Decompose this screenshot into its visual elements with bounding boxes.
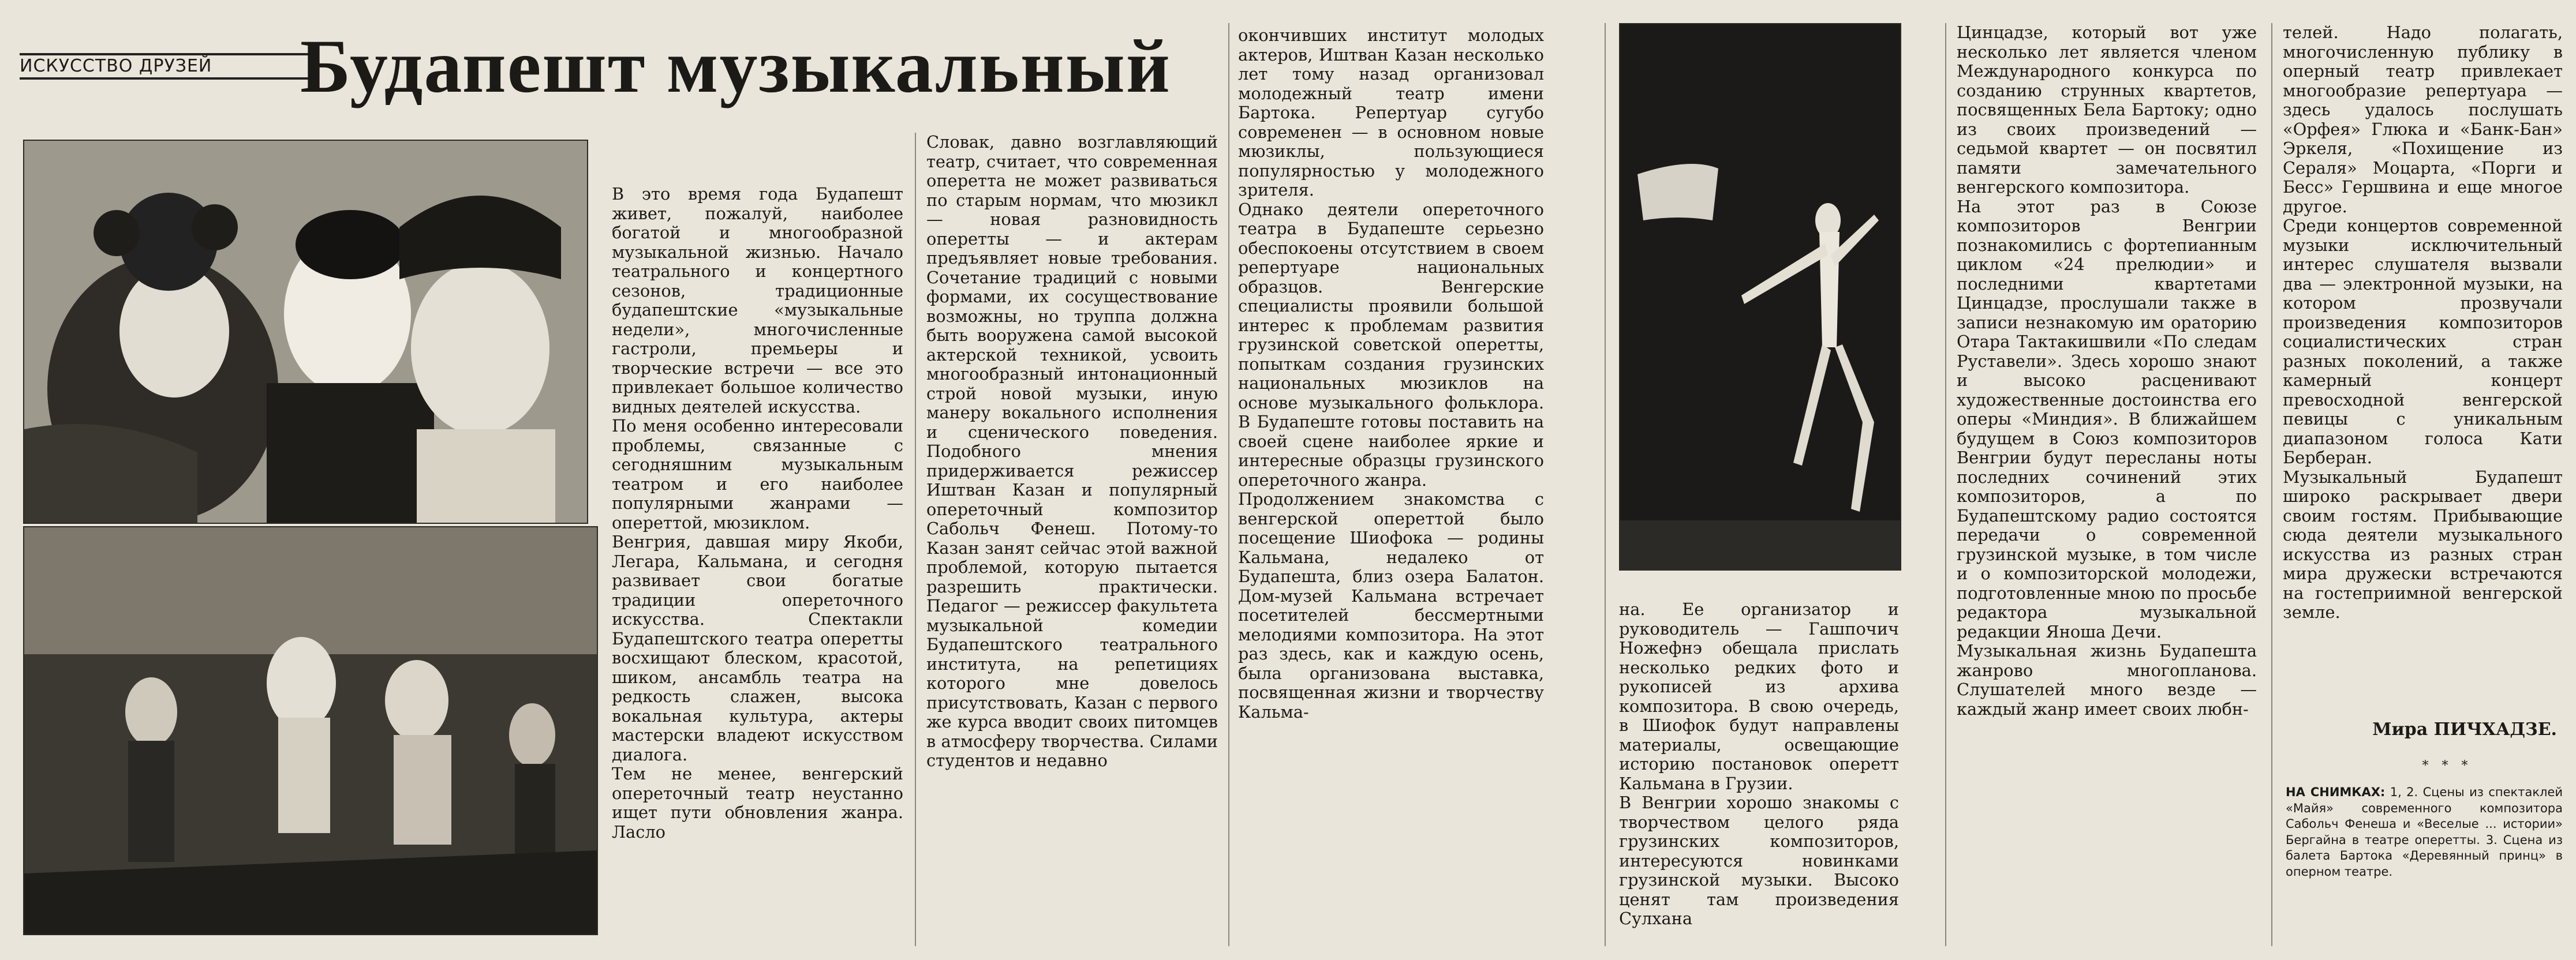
- photo-stage-dancers: [23, 526, 598, 935]
- column-divider: [1945, 23, 1946, 946]
- column-divider: [2271, 23, 2272, 946]
- photo-operetta-trio: [23, 140, 588, 524]
- captions-text: 1, 2. Сцены из спектаклей «Майя» современного композитора Сабольч Фенеша и «Веселые ... истории» Бергайна в театре оперетты. 3. Сцена из балета Бартока «Деревянный принц» в оперном театре.: [2286, 785, 2563, 879]
- article-column-1: В это время года Будапешт живет, пожалуй, наиболее богатой и многообразной музыкальной жизнью. Начало театрального и концертного сезонов, традиционные будапештские «музыкальные недели», многочисленные гастроли, премьеры и творческие встречи — все это привлекает большое количество видных деятелей искусства. По меня особенно интересовали проблемы, связанные с сегодняшним музыкальным театром и его наиболее популярными жанрами — опереттой, мюзиклом. Венгрия, давшая миру Якоби, Легара, Кальмана, и сегодня развивает свои богатые традиции опереточного искусства. Спектакли Будапештского театра оперетты восхищают блеском, красотой, шиком, ансамбль театра на редкость слажен, высока вокальная культура, актеры мастерски владеют искусством диалога. Тем не менее, венгерский опереточный театр неустанно ищет пути обновления жанра. Ласло: [612, 185, 903, 842]
- article-column-2: Словак, давно возглавляющий театр, считает, что современная оперетта не может развиваться по старым нормам, что мюзикл — новая разновидность оперетты — и актерам предъявляет новые требования. Сочетание традиций с новыми формами, их сосуществование возможны, но труппа должна быть вооружена самой высокой актерской техникой, усвоить многообразный интонационный строй новой музыки, иную манеру вокального исполнения и сценического поведения. Подобного мнения придерживается режиссер Иштван Казан и популярный опереточный композитор Сабольч Фенеш. Потому-то Казан занят сейчас этой важной проблемой, которую пытается разрешить практически. Педагог — режиссер факультета музыкальной комедии Будапештского театрального института, на репетициях которого мне довелось присутствовать, Казан с первого же курса вводит своих питомцев в атмосферу творчества. Силами студентов и недавно: [926, 133, 1218, 770]
- article-column-4: на. Ее организатор и руководитель — Гашпочич Ножефнэ обещала прислать несколько редких фото и рукописей из архива композитора. В свою очередь, в Шиофок будут направлены материалы, освещающие историю постановок оперетт Кальмана в Грузии. В Венгрии хорошо знакомы с творчеством целого ряда грузинских композиторов, интересуются новинками грузинской музыки. Высоко ценят там произведения Сулхана: [1619, 600, 1899, 928]
- captions-lead: НА СНИМКАХ:: [2286, 785, 2386, 799]
- photo-captions: [2286, 785, 2563, 952]
- author-signature: Мира ПИЧХАДЗЕ.: [2372, 719, 2557, 740]
- column-divider: [915, 133, 916, 946]
- headline: Будапешт музыкальный: [300, 24, 1171, 108]
- article-column-3: окончивших институт молодых актеров, Иштван Казан несколько лет тому назад организовал молодежный театр имени Бартока. Репертуар сугубо современен — в основном новые мюзиклы, пользующиеся популярностью у молодежного зрителя. Однако деятели опереточного театра в Будапеште серьезно обеспокоены отсутствием в своем репертуаре национальных образцов. Венгерские специалисты проявили большой интерес к проблемам развития грузинской советской оперетты, попыткам создания грузинских национальных мюзиклов на основе музыкального фольклора. В Будапеште готовы поставить на своей сцене наиболее яркие и интересные образцы грузинского опереточного жанра. Продолжением знакомства с венгерской опереттой было посещение Шиофока — родины Кальмана, недалеко от Будапешта, близ озера Балатон. Дом-музей Кальмана встречает посетителей бессмертными мелодиями композитора. На этот раз здесь, как и каждую осень, была организована выставка, посвященная жизни и творчеству Кальма-: [1238, 26, 1544, 722]
- article-column-5: Цинцадзе, который вот уже несколько лет является членом Международного конкурса по созданию струнных квартетов, посвященных Бела Бартоку; одно из своих произведений — седьмой квартет — он посвятил памяти замечательного венгерского композитора. На этот раз в Союзе композиторов Венгрии познакомились с фортепианным циклом «24 прелюдии» и последними квартетами Цинцадзе, прослушали также в записи незнакомую им ораторию Отара Тактакишвили «По следам Руставели». Здесь хорошо знают и высоко расценивают художественные достоинства его оперы «Миндия». В ближайшем будущем в Союз композиторов Венгрии будут пересланы ноты последних сочинений этих композиторов, а по Будапештскому радио состоятся передачи о современной грузинской музыке, в том числе и о композиторской молодежи, подготовленные мною по просьбе редактора музыкальной редакции Яноша Дечи. Музыкальная жизнь Будапешта жанрово многопланова. Слушателей много везде — каждый жанр имеет своих любн-: [1957, 23, 2257, 719]
- photo-ballet-dancer: [1619, 23, 1901, 571]
- section-rubric: ИСКУССТВО ДРУЗЕЙ: [20, 53, 308, 80]
- article-column-6: телей. Надо полагать, многочисленную публику в оперный театр привлекает многообразие репертуара — здесь удалось послушать «Орфея» Глюка и «Банк-Бан» Эркеля, «Похищение из Сераля» Моцарта, «Порги и Бесс» Гершвина и еще многое другое. Среди концертов современной музыки исключительный интерес слушателя вызвали два — электронной музыки, на котором прозвучали произведения композиторов социалистических стран разных поколений, а также камерный концерт превосходной венгерской певицы с уникальным диапазоном голоса Кати Берберан. Музыкальный Будапешт широко раскрывает двери своим гостям. Прибывающие сюда деятели музыкального искусства из разных стран мира дружески встречаются на гостеприимной венгерской земле.: [2283, 23, 2563, 622]
- separator-stars: * * *: [2422, 759, 2473, 773]
- column-divider: [1605, 23, 1606, 946]
- column-divider: [1228, 23, 1229, 946]
